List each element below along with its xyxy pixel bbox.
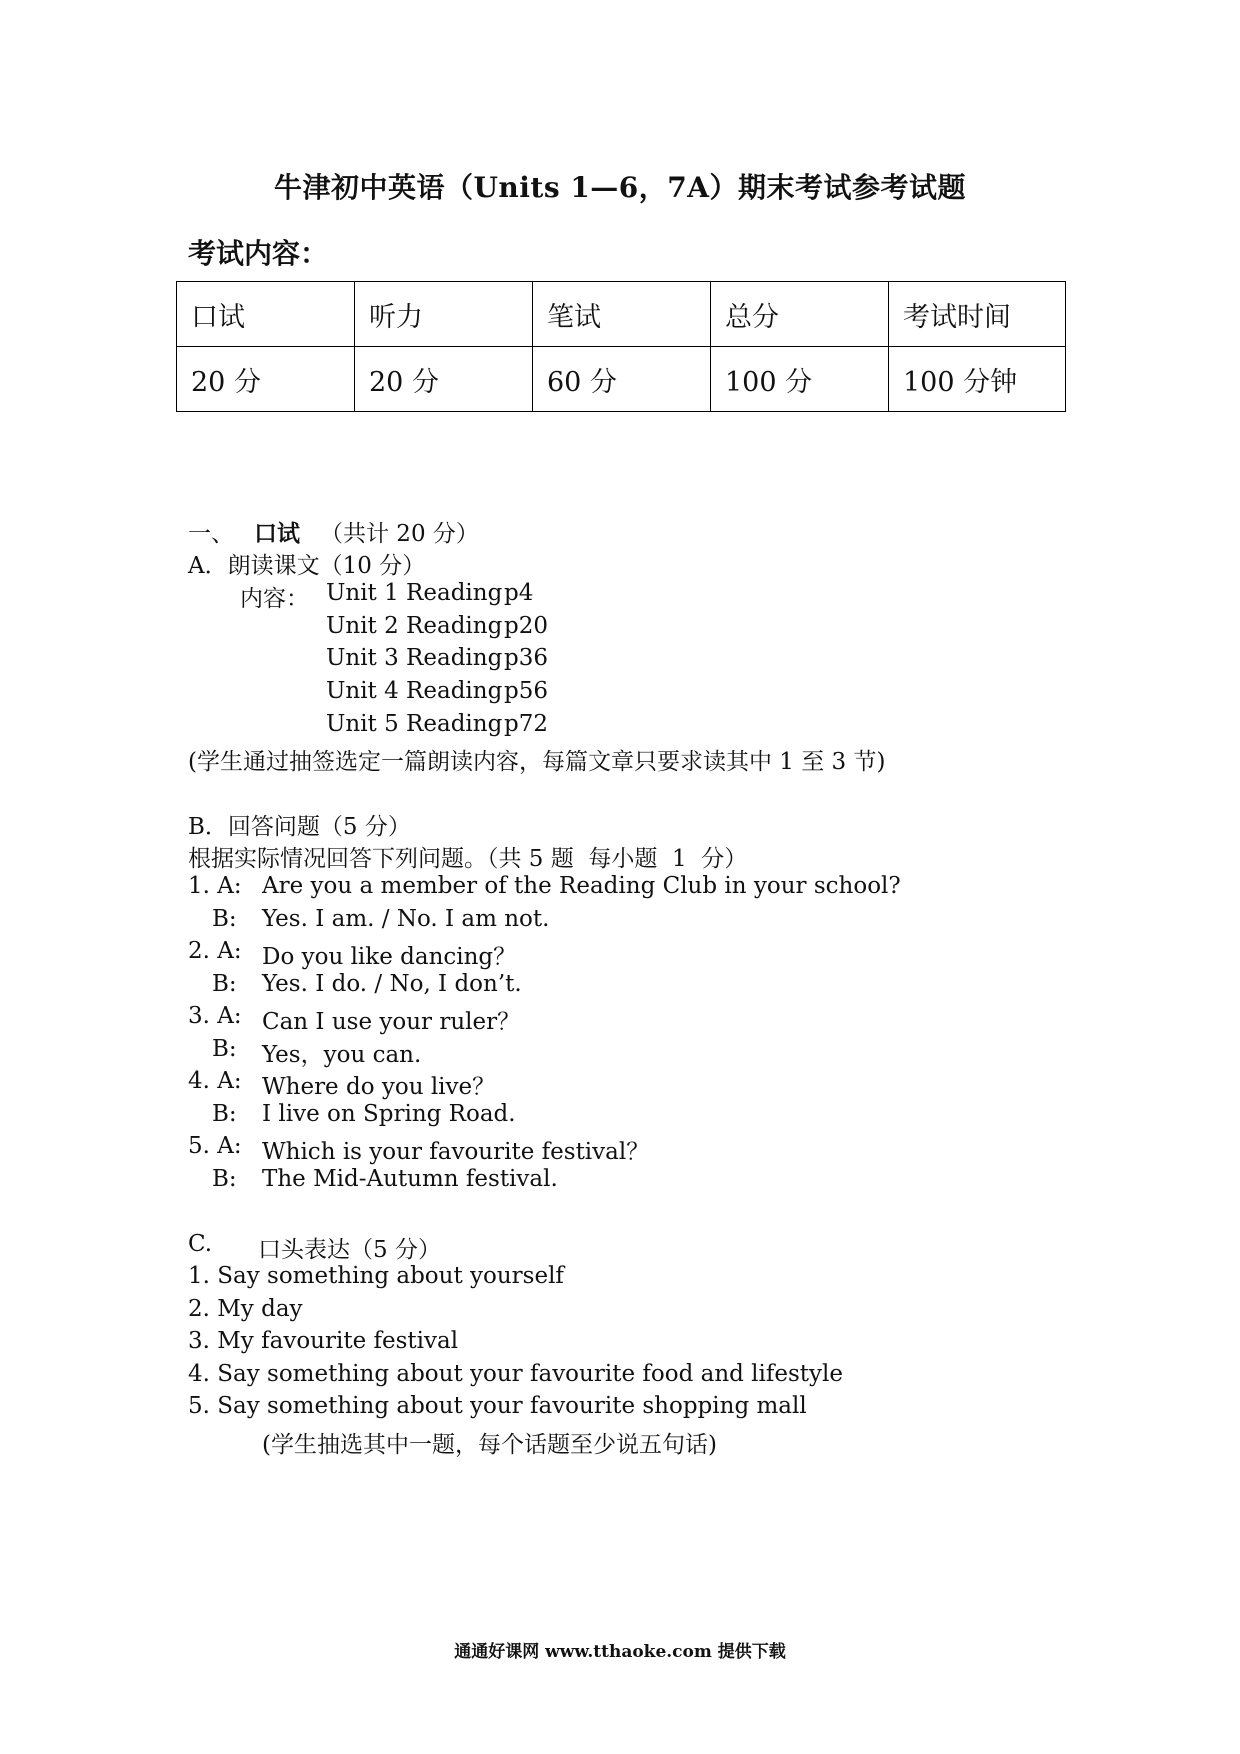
topic-item: 5. Say something about your favourite shopping mall xyxy=(188,1393,807,1419)
exam-content-table xyxy=(176,281,1066,412)
part-a-note: (学生通过抽签选定一篇朗读内容，每篇文章只要求读其中 1 至 3 节) xyxy=(188,749,886,775)
topic-item: 4. Say something about your favourite food and lifestyle xyxy=(188,1361,844,1387)
table-header-cell: 口试 xyxy=(177,282,355,347)
reading-page: p56 xyxy=(504,678,548,704)
question-text: Which is your favourite festival？ xyxy=(262,1139,650,1165)
answer-label: B: xyxy=(212,1036,237,1062)
answer-text: Yes. I do. / No, I don’t. xyxy=(262,971,522,997)
table-cell: 60 分 xyxy=(533,347,711,412)
reading-unit: Unit 5 Reading xyxy=(326,711,503,737)
footer-source: 通通好课网 www.tthaoke.com 提供下载 xyxy=(454,1642,786,1662)
section-heading: 考试内容： xyxy=(188,237,329,270)
table-cell: 20 分 xyxy=(355,347,533,412)
topic-item: 3. My favourite festival xyxy=(188,1328,459,1354)
reading-unit: Unit 4 Reading xyxy=(326,678,503,704)
question-number: 2. A: xyxy=(188,938,242,964)
answer-text: The Mid-Autumn festival. xyxy=(262,1166,558,1192)
reading-page: p20 xyxy=(504,613,548,639)
question-number: 3. A: xyxy=(188,1003,242,1029)
part-c-note: (学生抽选其中一题，每个话题至少说五句话) xyxy=(262,1432,717,1458)
answer-text: Yes. I am. / No. I am not. xyxy=(262,906,550,932)
table-row xyxy=(177,347,1066,412)
question-number: 4. A: xyxy=(188,1068,242,1094)
reading-unit: Unit 3 Reading xyxy=(326,645,503,671)
part-number: 一、 xyxy=(188,521,234,547)
answer-text: I live on Spring Road. xyxy=(262,1101,516,1127)
table-header-cell: 总分 xyxy=(711,282,889,347)
reading-page: p72 xyxy=(504,711,548,737)
table-cell: 100 分 xyxy=(711,347,889,412)
table-header-cell: 听力 xyxy=(355,282,533,347)
topic-item: 2. My day xyxy=(188,1296,303,1322)
reading-page: p36 xyxy=(504,645,548,671)
reading-unit: Unit 2 Reading xyxy=(326,613,503,639)
page-title: 牛津初中英语（Units 1—6，7A）期末考试参考试题 xyxy=(273,171,967,204)
question-text: Do you like dancing？ xyxy=(262,944,517,970)
answer-label: B: xyxy=(212,971,237,997)
answer-label: B: xyxy=(212,906,237,932)
table-cell: 20 分 xyxy=(177,347,355,412)
part-name: 口试 xyxy=(254,520,300,547)
table-header-cell: 笔试 xyxy=(533,282,711,347)
question-text: Can I use your ruler？ xyxy=(262,1009,521,1035)
part-c-label: C. xyxy=(188,1231,213,1257)
answer-label: B: xyxy=(212,1101,237,1127)
question-text: Where do you live？ xyxy=(262,1074,496,1100)
content-label: 内容： xyxy=(240,586,309,612)
reading-unit: Unit 1 Reading xyxy=(326,580,503,606)
part-c-heading: 口头表达（5 分） xyxy=(258,1237,441,1263)
answer-text: Yes，you can. xyxy=(262,1042,422,1068)
part-a-heading: A．朗读课文（10 分） xyxy=(188,553,426,579)
part-b-instruction: 根据实际情况回答下列问题。（共 5 题 每小题 1 分） xyxy=(188,846,748,872)
part-points: （共计 20 分） xyxy=(320,521,479,547)
question-number: 5. A: xyxy=(188,1133,242,1159)
answer-label: B: xyxy=(212,1166,237,1192)
reading-page: p4 xyxy=(504,580,534,606)
question-text: Are you a member of the Reading Club in your school? xyxy=(262,873,901,899)
topic-item: 1. Say something about yourself xyxy=(188,1263,564,1289)
table-cell: 100 分钟 xyxy=(889,347,1066,412)
table-row xyxy=(177,282,1066,347)
part-b-heading: B．回答问题（5 分） xyxy=(188,814,411,840)
table-header-cell: 考试时间 xyxy=(889,282,1066,347)
question-number: 1. A: xyxy=(188,873,242,899)
